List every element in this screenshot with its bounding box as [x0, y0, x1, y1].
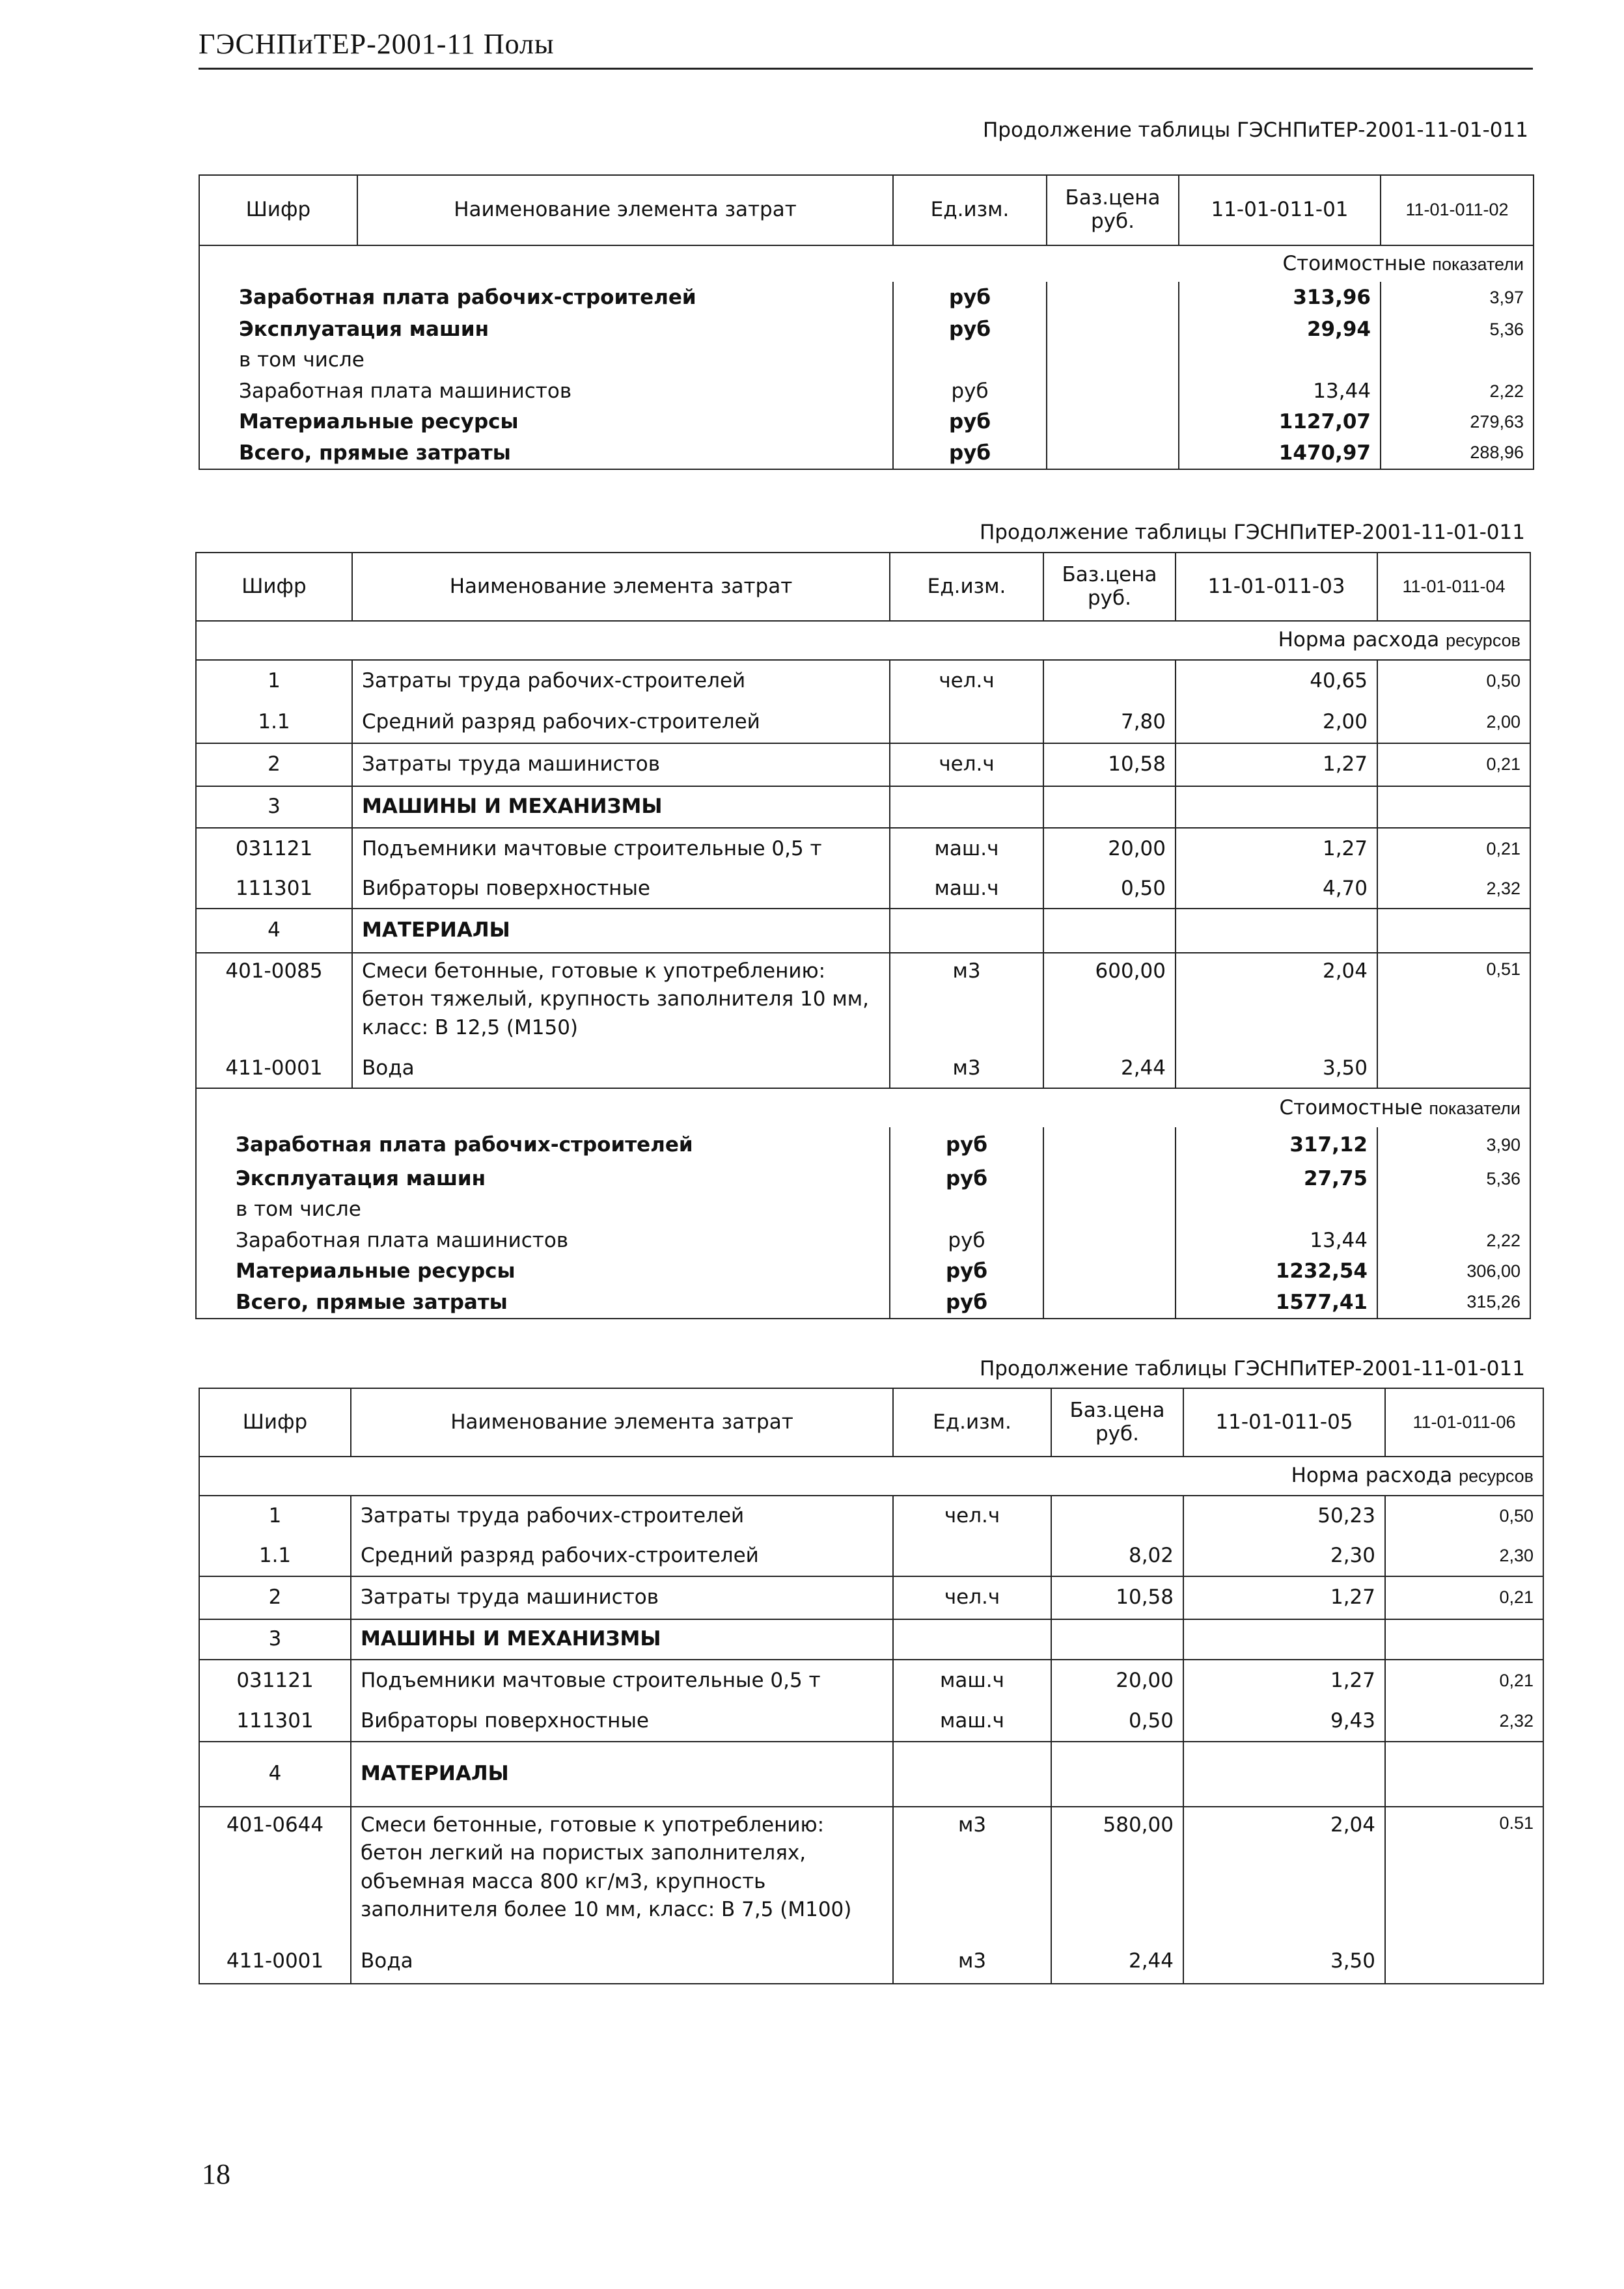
resource-base-price [1043, 786, 1176, 828]
cost-name: Заработная плата рабочих-строителей [196, 1127, 890, 1164]
cost-value-2: 5,36 [1377, 1164, 1530, 1194]
cost-name: Материальные ресурсы [199, 407, 893, 437]
resource-base-price: 10,58 [1051, 1576, 1183, 1619]
resource-code: 3 [196, 786, 352, 828]
resource-value-2 [1377, 909, 1530, 953]
resource-row [199, 1619, 1543, 1660]
resource-value-1 [1183, 1619, 1385, 1660]
resource-code: 411-0001 [196, 1049, 352, 1088]
running-header: ГЭСНПиТЕР-2001-11 Полы [199, 28, 555, 60]
header-col-1: 11-01-011-05 [1183, 1388, 1385, 1457]
resource-row [196, 870, 1530, 909]
resource-code: 4 [199, 1742, 351, 1807]
resource-code: 4 [196, 909, 352, 953]
cost-base-empty [1047, 438, 1179, 469]
cost-value-1: 1127,07 [1179, 407, 1381, 437]
section-label-tail: показатели [1432, 254, 1524, 274]
section-label-tail: ресурсов [1459, 1466, 1534, 1487]
cost-value-1: 13,44 [1176, 1226, 1377, 1256]
resource-name: Вибраторы поверхностные [352, 870, 890, 909]
resource-unit: чел.ч [890, 660, 1043, 702]
cost-value-2: 5,36 [1381, 314, 1534, 345]
cost-unit: руб [893, 314, 1047, 345]
resource-row [196, 953, 1530, 1049]
resource-row [196, 702, 1530, 743]
cost-value-1: 313,96 [1179, 282, 1381, 314]
resource-name: Вибраторы поверхностные [351, 1701, 893, 1742]
resource-unit: маш.ч [890, 828, 1043, 870]
header-base-price: Баз.цена руб. [1043, 553, 1176, 621]
header-unit: Ед.изм. [890, 553, 1043, 621]
header-code: Шифр [196, 553, 352, 621]
cost-base-empty [1043, 1194, 1176, 1225]
cost-value-1: 27,75 [1176, 1164, 1377, 1194]
cost-name: Заработная плата рабочих-строителей [199, 282, 893, 314]
cost-row [199, 407, 1534, 437]
resource-value-1: 3,50 [1183, 1939, 1385, 1984]
resource-value-1: 2,30 [1183, 1536, 1385, 1576]
resource-value-2: 0.51 [1385, 1807, 1543, 1939]
resource-row [199, 1536, 1543, 1576]
cost-unit: руб [890, 1164, 1043, 1194]
cost-unit: руб [893, 282, 1047, 314]
resource-unit: маш.ч [893, 1701, 1051, 1742]
cost-name: Материальные ресурсы [196, 1256, 890, 1287]
cost-unit: руб [890, 1287, 1043, 1319]
cost-value-2: 2,22 [1381, 376, 1534, 407]
resource-code: 1 [199, 1496, 351, 1536]
cost-value-2: 306,00 [1377, 1256, 1530, 1287]
resource-value-2: 2,32 [1385, 1701, 1543, 1742]
resource-value-2: 0,51 [1377, 953, 1530, 1049]
resource-unit: м3 [893, 1807, 1051, 1939]
resource-value-2: 2,00 [1377, 702, 1530, 743]
cost-unit [893, 345, 1047, 376]
resource-value-1: 2,04 [1183, 1807, 1385, 1939]
cost-unit: руб [890, 1127, 1043, 1164]
resource-value-2 [1385, 1742, 1543, 1807]
resource-code: 2 [199, 1576, 351, 1619]
section-label-tail: ресурсов [1446, 631, 1521, 651]
cost-name: Всего, прямые затраты [199, 438, 893, 469]
cost-row [199, 282, 1534, 314]
section-label [196, 621, 1530, 660]
cost-row [196, 1194, 1530, 1225]
resource-base-price: 8,02 [1051, 1536, 1183, 1576]
resource-unit: маш.ч [893, 1660, 1051, 1701]
resource-value-2: 0,50 [1377, 660, 1530, 702]
table-header-row [199, 175, 1534, 245]
resource-value-2: 2,30 [1385, 1536, 1543, 1576]
resource-value-2: 0,21 [1377, 743, 1530, 786]
resource-value-2: 0,50 [1385, 1496, 1543, 1536]
resource-value-2: 0,21 [1377, 828, 1530, 870]
cost-row [199, 314, 1534, 345]
cost-value-2: 3,97 [1381, 282, 1534, 314]
section-label-row [199, 1457, 1543, 1496]
cost-value-1: 317,12 [1176, 1127, 1377, 1164]
cost-name: Заработная плата машинистов [199, 376, 893, 407]
resource-code: 1.1 [196, 702, 352, 743]
header-name: Наименование элемента затрат [351, 1388, 893, 1457]
section-label-row [196, 621, 1530, 660]
resource-name: МАТЕРИАЛЫ [351, 1742, 893, 1807]
resource-value-1: 40,65 [1176, 660, 1377, 702]
resource-base-price [1051, 1619, 1183, 1660]
resource-unit: м3 [890, 1049, 1043, 1088]
cost-base-empty [1043, 1127, 1176, 1164]
resource-unit [893, 1619, 1051, 1660]
section-label-row [196, 1088, 1530, 1127]
resource-row [199, 1939, 1543, 1984]
cost-row [196, 1226, 1530, 1256]
resource-value-1: 50,23 [1183, 1496, 1385, 1536]
cost-value-1 [1179, 345, 1381, 376]
cost-value-1: 29,94 [1179, 314, 1381, 345]
resource-value-1 [1176, 786, 1377, 828]
resource-row [199, 1807, 1543, 1939]
section-label-text: Стоимостные [1282, 251, 1433, 275]
resource-value-1 [1183, 1742, 1385, 1807]
cost-unit [890, 1194, 1043, 1225]
resource-name: Затраты труда машинистов [352, 743, 890, 786]
cost-value-2: 279,63 [1381, 407, 1534, 437]
cost-value-1: 1232,54 [1176, 1256, 1377, 1287]
resource-unit: маш.ч [890, 870, 1043, 909]
cost-row [199, 345, 1534, 376]
resource-base-price: 2,44 [1051, 1939, 1183, 1984]
header-rule [199, 68, 1533, 70]
section-label-text: Норма расхода [1291, 1464, 1459, 1488]
cost-name: в том числе [199, 345, 893, 376]
resource-code: 1.1 [199, 1536, 351, 1576]
resource-value-1: 2,00 [1176, 702, 1377, 743]
section-label-text: Норма расхода [1278, 628, 1446, 652]
resource-base-price: 10,58 [1043, 743, 1176, 786]
cost-name: Всего, прямые затраты [196, 1287, 890, 1319]
resource-name: Подъемники мачтовые строительные 0,5 т [351, 1660, 893, 1701]
resource-value-1 [1176, 909, 1377, 953]
resource-unit: чел.ч [890, 743, 1043, 786]
cost-row [199, 438, 1534, 469]
resource-name: Затраты труда рабочих-строителей [352, 660, 890, 702]
resource-row [196, 786, 1530, 828]
header-col-2: 11-01-011-04 [1377, 553, 1530, 621]
cost-unit: руб [890, 1256, 1043, 1287]
header-col-2: 11-01-011-02 [1381, 175, 1534, 245]
resource-row [199, 1660, 1543, 1701]
resource-value-2 [1377, 786, 1530, 828]
resource-base-price: 2,44 [1043, 1049, 1176, 1088]
resource-code: 411-0001 [199, 1939, 351, 1984]
resource-value-2: 0,21 [1385, 1660, 1543, 1701]
resource-name: Затраты труда рабочих-строителей [351, 1496, 893, 1536]
resource-row [196, 909, 1530, 953]
resource-unit [893, 1742, 1051, 1807]
cost-unit: руб [893, 407, 1047, 437]
resource-row [196, 660, 1530, 702]
resource-name: Вода [351, 1939, 893, 1984]
resource-base-price [1043, 660, 1176, 702]
cost-base-empty [1047, 376, 1179, 407]
header-col-1: 11-01-011-01 [1179, 175, 1381, 245]
resource-name: Средний разряд рабочих-строителей [352, 702, 890, 743]
header-unit: Ед.изм. [893, 1388, 1051, 1457]
cost-base-empty [1047, 282, 1179, 314]
table-3-body [199, 1388, 1543, 1984]
resource-row [196, 1049, 1530, 1088]
cost-value-2: 315,26 [1377, 1287, 1530, 1319]
cost-value-1: 13,44 [1179, 376, 1381, 407]
section-label [196, 1088, 1530, 1127]
resource-row [196, 828, 1530, 870]
resource-value-1: 1,27 [1176, 828, 1377, 870]
resource-base-price: 20,00 [1043, 828, 1176, 870]
resource-name: Смеси бетонные, готовые к употреблению: бетон легкий на пористых заполнителях, объемная масса 800 кг/м3, крупность заполнителя более 10 мм, класс: В 7,5 (М100) [351, 1807, 893, 1939]
resource-name: Вода [352, 1049, 890, 1088]
cost-row [196, 1127, 1530, 1164]
resource-code: 111301 [196, 870, 352, 909]
resource-value-1: 2,04 [1176, 953, 1377, 1049]
cost-base-empty [1047, 407, 1179, 437]
cost-name: Эксплуатация машин [199, 314, 893, 345]
cost-name: в том числе [196, 1194, 890, 1225]
section-label-text: Стоимостные [1279, 1095, 1429, 1119]
section-label [199, 1457, 1543, 1496]
resource-base-price [1051, 1742, 1183, 1807]
resource-unit: м3 [890, 953, 1043, 1049]
resource-code: 031121 [199, 1660, 351, 1701]
resource-row [199, 1742, 1543, 1807]
resource-name: Подъемники мачтовые строительные 0,5 т [352, 828, 890, 870]
cost-row [196, 1164, 1530, 1194]
cost-row [199, 376, 1534, 407]
resource-unit [890, 786, 1043, 828]
table-3-caption: Продолжение таблицы ГЭСНПиТЕР-2001-11-01-011 [980, 1357, 1525, 1380]
cost-value-2: 288,96 [1381, 438, 1534, 469]
resource-unit: чел.ч [893, 1496, 1051, 1536]
cost-value-1 [1176, 1194, 1377, 1225]
cost-name: Эксплуатация машин [196, 1164, 890, 1194]
resource-row [199, 1701, 1543, 1742]
table-1-caption: Продолжение таблицы ГЭСНПиТЕР-2001-11-01-011 [983, 118, 1528, 142]
resource-name: Затраты труда машинистов [351, 1576, 893, 1619]
resource-value-1: 1,27 [1183, 1660, 1385, 1701]
cost-unit: руб [893, 438, 1047, 469]
resource-value-1: 1,27 [1183, 1576, 1385, 1619]
cost-row [196, 1287, 1530, 1319]
resource-code: 401-0085 [196, 953, 352, 1049]
resource-unit: м3 [893, 1939, 1051, 1984]
header-col-1: 11-01-011-03 [1176, 553, 1377, 621]
resource-base-price: 0,50 [1051, 1701, 1183, 1742]
resource-base-price: 580,00 [1051, 1807, 1183, 1939]
resource-code: 2 [196, 743, 352, 786]
resource-name: МАШИНЫ И МЕХАНИЗМЫ [352, 786, 890, 828]
cost-row [196, 1256, 1530, 1287]
section-label-row [199, 245, 1534, 282]
cost-value-2: 3,90 [1377, 1127, 1530, 1164]
resource-name: МАШИНЫ И МЕХАНИЗМЫ [351, 1619, 893, 1660]
table-header-row [199, 1388, 1543, 1457]
cost-base-empty [1043, 1287, 1176, 1319]
table-2-body [196, 553, 1530, 1319]
resource-value-2: 2,32 [1377, 870, 1530, 909]
table-header-row [196, 553, 1530, 621]
resource-row [196, 743, 1530, 786]
resource-base-price: 20,00 [1051, 1660, 1183, 1701]
cost-unit: руб [893, 376, 1047, 407]
resource-row [199, 1576, 1543, 1619]
header-unit: Ед.изм. [893, 175, 1047, 245]
resource-value-1: 4,70 [1176, 870, 1377, 909]
cost-base-empty [1043, 1164, 1176, 1194]
resource-code: 401-0644 [199, 1807, 351, 1939]
table-3 [199, 1388, 1544, 1984]
page-number: 18 [202, 2158, 230, 2190]
header-code: Шифр [199, 175, 357, 245]
resource-value-2 [1377, 1049, 1530, 1088]
cost-value-2 [1381, 345, 1534, 376]
resource-unit [890, 702, 1043, 743]
resource-name: МАТЕРИАЛЫ [352, 909, 890, 953]
header-base-price: Баз.цена руб. [1051, 1388, 1183, 1457]
cost-value-1: 1470,97 [1179, 438, 1381, 469]
cost-value-2 [1377, 1194, 1530, 1225]
resource-value-1: 1,27 [1176, 743, 1377, 786]
resource-value-2: 0,21 [1385, 1576, 1543, 1619]
cost-base-empty [1043, 1226, 1176, 1256]
header-name: Наименование элемента затрат [352, 553, 890, 621]
header-code: Шифр [199, 1388, 351, 1457]
table-2-caption: Продолжение таблицы ГЭСНПиТЕР-2001-11-01-011 [980, 521, 1525, 544]
section-label-tail: показатели [1429, 1098, 1521, 1118]
resource-code: 3 [199, 1619, 351, 1660]
resource-code: 031121 [196, 828, 352, 870]
resource-unit [890, 909, 1043, 953]
section-label [199, 245, 1534, 282]
header-base-price: Баз.цена руб. [1047, 175, 1179, 245]
resource-base-price: 7,80 [1043, 702, 1176, 743]
resource-code: 111301 [199, 1701, 351, 1742]
resource-base-price [1043, 909, 1176, 953]
cost-value-2: 2,22 [1377, 1226, 1530, 1256]
resource-value-2 [1385, 1939, 1543, 1984]
header-col-2: 11-01-011-06 [1385, 1388, 1543, 1457]
cost-base-empty [1047, 345, 1179, 376]
resource-base-price [1051, 1496, 1183, 1536]
table-2 [195, 552, 1531, 1319]
resource-name: Смеси бетонные, готовые к употреблению: бетон тяжелый, крупность заполнителя 10 мм, класс: В 12,5 (М150) [352, 953, 890, 1049]
resource-base-price: 600,00 [1043, 953, 1176, 1049]
cost-base-empty [1043, 1256, 1176, 1287]
resource-value-1: 3,50 [1176, 1049, 1377, 1088]
header-name: Наименование элемента затрат [357, 175, 893, 245]
resource-name: Средний разряд рабочих-строителей [351, 1536, 893, 1576]
resource-value-2 [1385, 1619, 1543, 1660]
resource-unit: чел.ч [893, 1576, 1051, 1619]
resource-base-price: 0,50 [1043, 870, 1176, 909]
cost-name: Заработная плата машинистов [196, 1226, 890, 1256]
resource-unit [893, 1536, 1051, 1576]
cost-unit: руб [890, 1226, 1043, 1256]
cost-value-1: 1577,41 [1176, 1287, 1377, 1319]
cost-base-empty [1047, 314, 1179, 345]
resource-code: 1 [196, 660, 352, 702]
resource-row [199, 1496, 1543, 1536]
table-1-body [199, 175, 1534, 469]
table-1 [199, 174, 1534, 470]
resource-value-1: 9,43 [1183, 1701, 1385, 1742]
